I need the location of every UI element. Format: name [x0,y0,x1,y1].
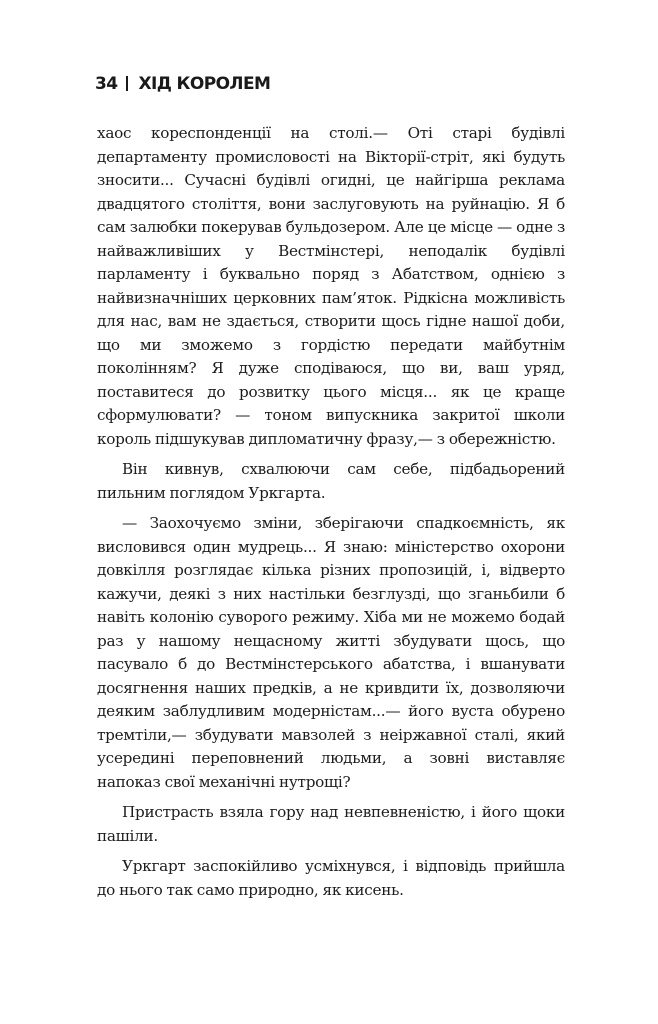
header-separator [126,76,128,91]
paragraph-5: Уркгарт заспокійливо усміхнувся, і відповідь прийшла до нього так само природно, як кисень. [97,857,565,899]
chapter-title: ХІД КОРОЛЕМ [138,74,271,94]
body-text [97,122,565,909]
paragraph-3: — Заохочуємо зміни, зберігаючи спадкоємність, як висловився один мудрець... Я знаю: міністерство охорони довкілля розглядає кілька різних пропозицій, і, відверто кажучи, деякі з них настільки безглузді, що зганьбили б навіть колонію суворого режиму. Хіба ми не можемо бодай раз у нашому нещасному житті збудувати щось, що пасувало б до Вестмінстерського абатства, і вшанувати досягнення наших предків, а не кривдити їх, дозволяючи деяким заблудливим модерністам...— його вуста обурено тремтіли,— збудувати мавзолей з неіржавної сталі, який усередині переповнений людьми, а зовні виставляє напоказ свої механічні нутрощі? [97,514,565,791]
running-head [95,74,270,94]
paragraph-2: Він кивнув, схвалюючи сам себе, підбадьорений пильним поглядом Уркгарта. [97,460,565,502]
paragraph-4: Пристрасть взяла гору над невпевненістю, і його щоки пашіли. [97,803,565,845]
page-number: 34 [95,74,118,94]
paragraph-1: хаос кореспонденції на столі.— Оті старі будівлі департаменту промисловості на Вікторії-стріт, які будуть зносити... Сучасні будівлі огидні, це найгірша реклама двадцятого століття, вони заслуговують на руйнацію. Я б сам залюбки покерував бульдозером. Але це місце — одне з найважливіших у Вестмінстері, неподалік будівлі парламенту і буквально поряд з Абатством, однією з найвизначніших церковних пам’яток. Рідкісна можливість для нас, вам не здається, створити щось гідне нашої доби, що ми зможемо з гордістю передати майбутнім поколінням? Я дуже сподіваюся, що ви, ваш уряд, поставитеся до розвитку цього місця... як це краще сформулювати? — тоном випускника закритої школи король підшукував дипломатичну фразу,— з обережністю. [97,124,565,448]
